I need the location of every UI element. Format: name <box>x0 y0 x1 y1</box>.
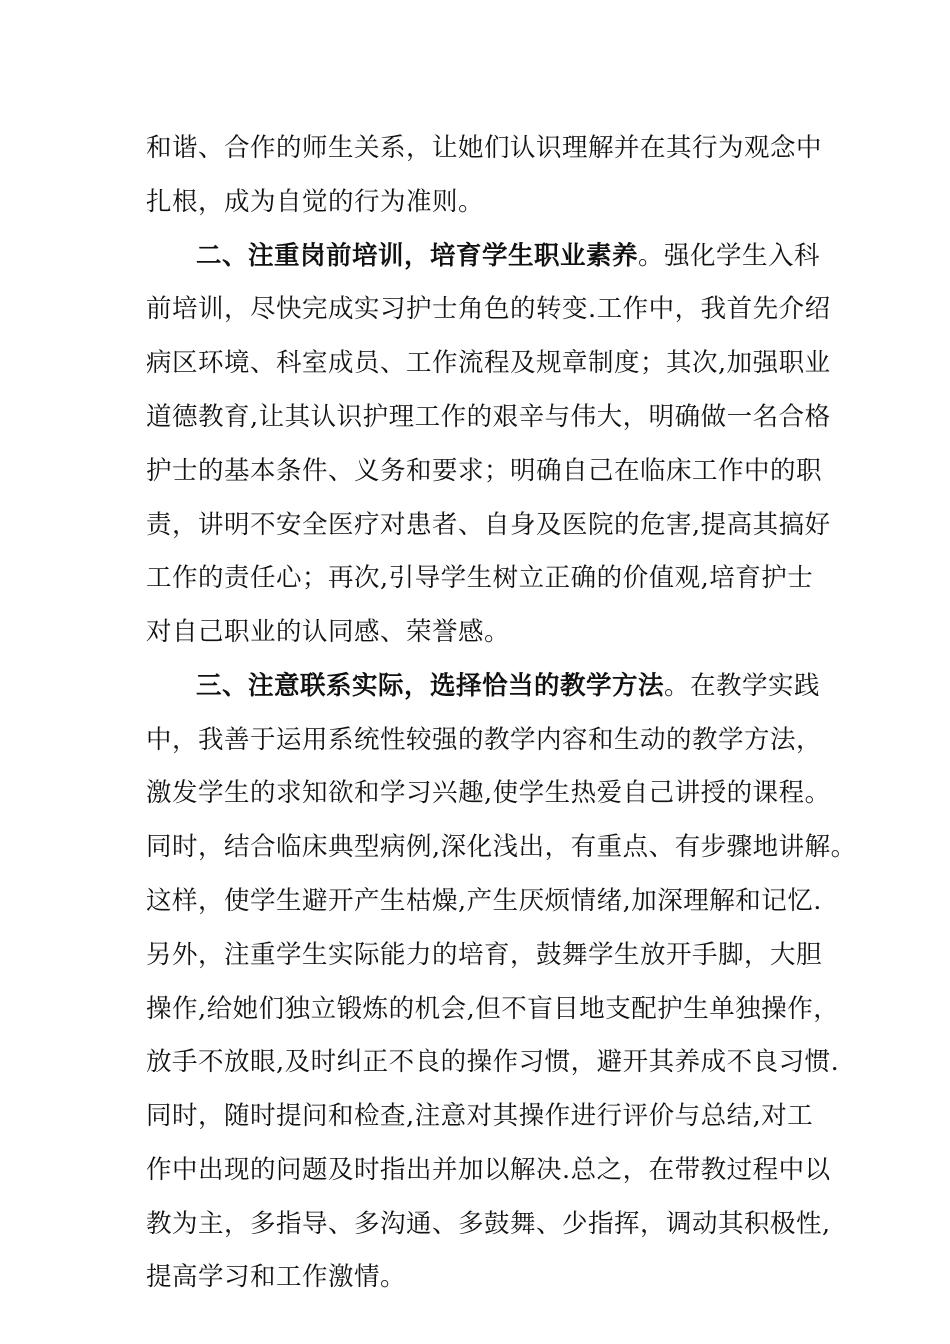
text-line: 同时，随时提问和检查,注意对其操作进行评价与总结,对工 <box>146 1101 814 1131</box>
text-line: 同时，结合临床典型病例,深化浅出，有重点、有步骤地讲解。 <box>146 832 857 862</box>
text-line: 中，我善于运用系统性较强的教学内容和生动的教学方法， <box>146 725 823 755</box>
text-line: 作中出现的问题及时指出并加以解决.总之，在带教过程中以 <box>146 1155 831 1185</box>
text-line: 扎根，成为自觉的行为准则。 <box>146 187 485 217</box>
text-line: 对自己职业的认同感、荣誉感。 <box>146 617 511 647</box>
text-line: 前培训，尽快完成实习护士角色的转变.工作中，我首先介绍 <box>146 294 831 324</box>
text-line: 激发学生的求知欲和学习兴趣,使学生热爱自己讲授的课程。 <box>146 778 831 808</box>
section-heading: 三、注意联系实际，选择恰当的教学方法 <box>196 671 665 701</box>
text-line: 病区环境、科室成员、工作流程及规章制度；其次,加强职业 <box>146 348 831 378</box>
text-line: 和谐、合作的师生关系，让她们认识理解并在其行为观念中 <box>146 133 823 163</box>
text-line: 提高学习和工作激情。 <box>146 1262 407 1292</box>
text-line: 教为主，多指导、多沟通、多鼓舞、少指挥，调动其积极性, <box>146 1209 831 1239</box>
text-line: 工作的责任心；再次,引导学生树立正确的价值观,培育护士 <box>146 563 814 593</box>
text-line: 另外，注重学生实际能力的培育，鼓舞学生放开手脚，大胆 <box>146 940 823 970</box>
text-line: 护士的基本条件、义务和要求；明确自己在临床工作中的职 <box>146 456 823 486</box>
text-line: 道德教育,让其认识护理工作的艰辛与伟大，明确做一名合格 <box>146 402 831 432</box>
text-line: 这样，使学生避开产生枯燥,产生厌烦情绪,加深理解和记忆. <box>146 886 822 916</box>
section-heading-line: 三、注意联系实际，选择恰当的教学方法。在教学实践 <box>196 671 821 701</box>
text-line: 操作,给她们独立锻炼的机会,但不盲目地支配护生单独操作， <box>146 994 840 1024</box>
section-heading-line: 二、注重岗前培训，培育学生职业素养。强化学生入科 <box>196 241 821 271</box>
section-heading: 二、注重岗前培训，培育学生职业素养 <box>196 241 639 271</box>
text-line: 责，讲明不安全医疗对患者、自身及医院的危害,提高其搞好 <box>146 510 831 540</box>
text-line: 放手不放眼,及时纠正不良的操作习惯，避开其养成不良习惯. <box>146 1047 840 1077</box>
